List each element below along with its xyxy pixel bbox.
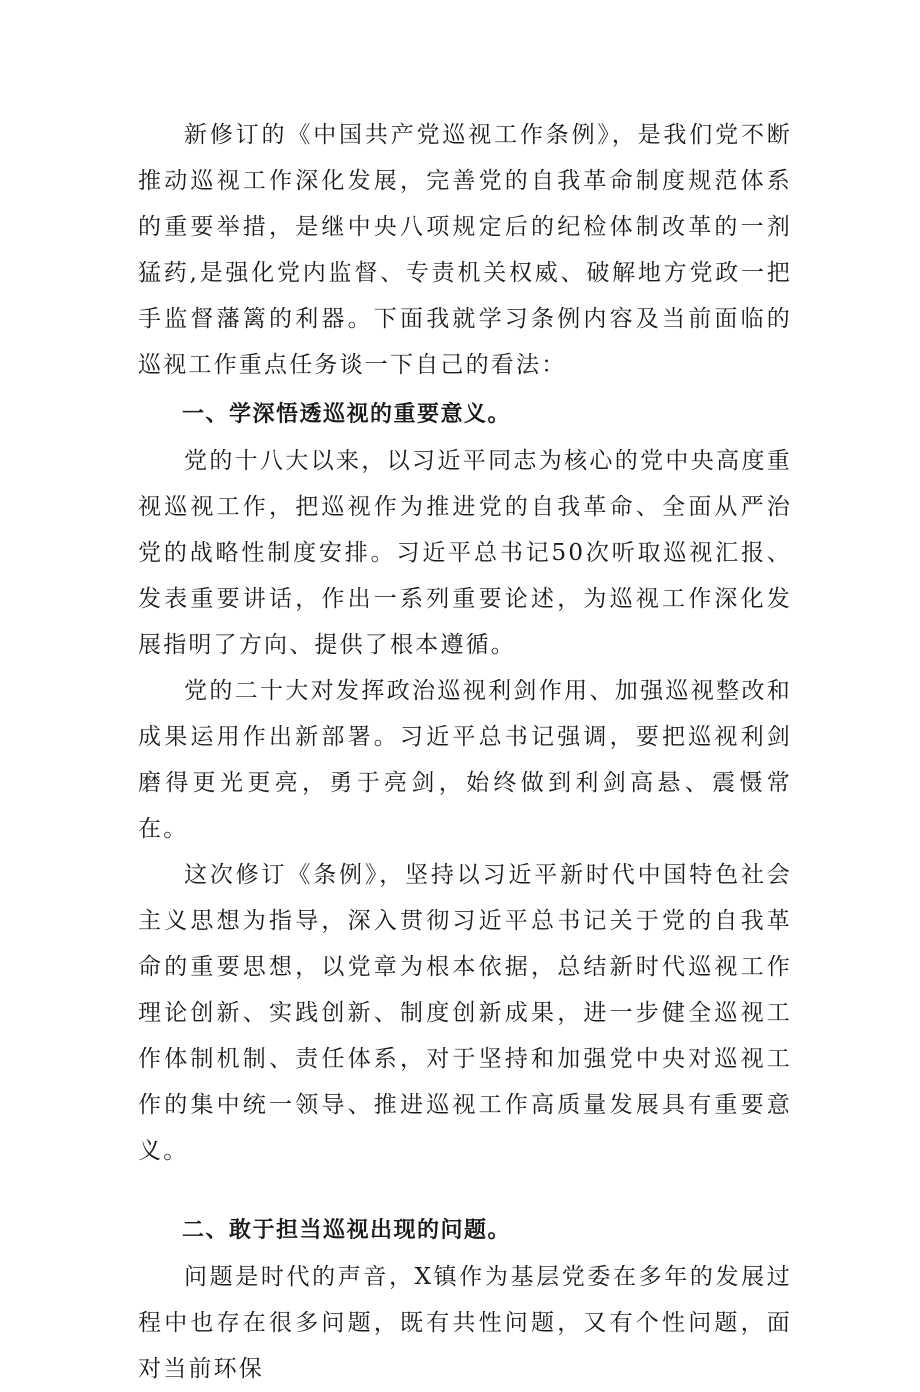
section-1-paragraph-1: 党的十八大以来，以习近平同志为核心的党中央高度重视巡视工作，把巡视作为推进党的自我革命、全面从严治党的战略性制度安排。习近平总书记50次听取巡视汇报、发表重要讲话，作出一系列重要论述，为巡视工作深化发展指明了方向、提供了根本遵循。: [138, 448, 792, 658]
section-2-heading: 二、敢于担当巡视出现的问题。: [182, 1218, 512, 1243]
section-1-heading: 一、学深悟透巡视的重要意义。: [182, 402, 512, 427]
intro-paragraph: 新修订的《中国共产党巡视工作条例》，是我们党不断推动巡视工作深化发展，完善党的自我革命制度规范体系的重要举措，是继中央八项规定后的纪检体制改革的一剂猛药,是强化党内监督、专责机关权威、破解地方党政一把手监督藩篱的利器。下面我就学习条例内容及当前面临的巡视工作重点任务谈一下自己的看法：: [138, 122, 792, 378]
section-1-paragraph-2: 党的二十大对发挥政治巡视利剑作用、加强巡视整改和成果运用作出新部署。习近平总书记强调，要把巡视利剑磨得更光更亮，勇于亮剑，始终做到利剑高悬、震慑常在。: [138, 678, 792, 842]
section-2-paragraph-1: 问题是时代的声音，X镇作为基层党委在多年的发展过程中也存在很多问题，既有共性问题，又有个性问题，面对当前环保: [138, 1264, 792, 1382]
document-body: [138, 112, 792, 1392]
section-1-paragraph-3: 这次修订《条例》，坚持以习近平新时代中国特色社会主义思想为指导，深入贯彻习近平总书记关于党的自我革命的重要思想，以党章为根本依据，总结新时代巡视工作理论创新、实践创新、制度创新成果，进一步健全巡视工作体制机制、责任体系，对于坚持和加强党中央对巡视工作的集中统一领导、推进巡视工作高质量发展具有重要意义。: [138, 862, 792, 1164]
